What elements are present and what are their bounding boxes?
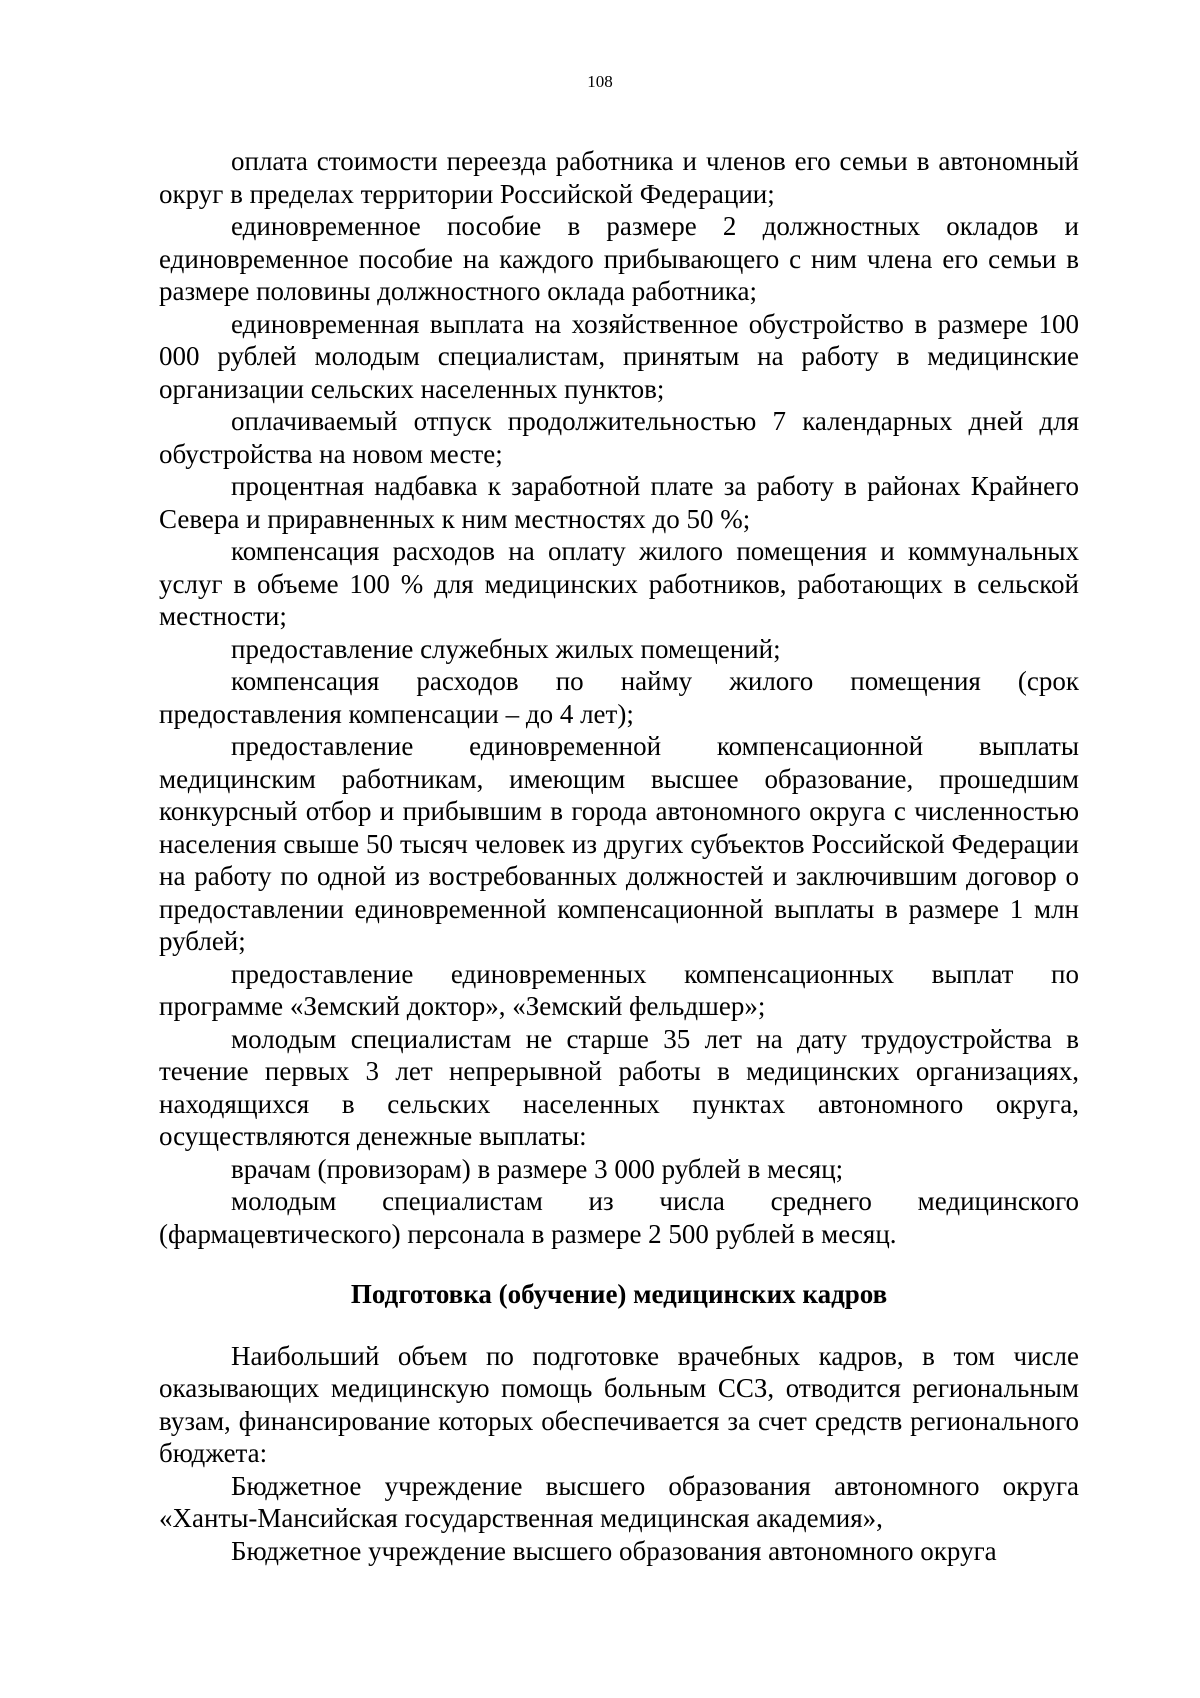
list-item: компенсация расходов на оплату жилого помещения и коммунальных услуг в объеме 100 % для медицинских работников, работающих в сельской местности; (159, 536, 1079, 631)
list-item: процентная надбавка к заработной плате за работу в районах Крайнего Севера и приравненных к ним местностях до 50 %; (159, 471, 1079, 534)
page-number: 108 (587, 72, 613, 91)
list-item: компенсация расходов по найму жилого помещения (срок предоставления компенсации – до 4 лет); (159, 666, 1079, 729)
list-item: оплата стоимости переезда работника и членов его семьи в автономный округ в пределах территории Российской Федерации; (159, 146, 1079, 209)
page-content (159, 145, 1079, 1567)
list-item: единовременная выплата на хозяйственное обустройство в размере 100 000 рублей молодым специалистам, принятым на работу в медицинские организации сельских населенных пунктов; (159, 308, 1079, 404)
benefits-list (159, 145, 1079, 1250)
section-heading: Подготовка (обучение) медицинских кадров (350, 1279, 888, 1309)
section-body (159, 1340, 1079, 1568)
list-item: молодым специалистам не старше 35 лет на дату трудоустройства в течение первых 3 лет непрерывной работы в медицинских организациях, находящихся в сельских населенных пунктах автономного округа, осуществляются денежные выплаты: (159, 1023, 1079, 1151)
list-item: молодым специалистам из числа среднего медицинского (фармацевтического) персонала в размере 2 500 рублей в месяц. (159, 1186, 1079, 1249)
section-paragraph: Бюджетное учреждение высшего образования автономного округа (231, 1535, 997, 1566)
list-item: предоставление единовременной компенсационной выплаты медицинским работникам, имеющим высшее образование, прошедшим конкурсный отбор и прибывшим в города автономного округа с численностью населения свыше 50 тысяч человек из других субъектов Российской Федерации на работу по одной из востребованных должностей и заключившим договор о предоставлении единовременной компенсационной выплаты в размере 1 млн рублей; (159, 731, 1079, 956)
section-paragraph: Наибольший объем по подготовке врачебных кадров, в том числе оказывающих медицинскую помощь больным ССЗ, отводится региональным вузам, финансирование которых обеспечивается за счет средств регионального бюджета: (159, 1340, 1079, 1468)
list-item: оплачиваемый отпуск продолжительностью 7 календарных дней для обустройства на новом месте; (159, 406, 1079, 469)
list-item: врачам (провизорам) в размере 3 000 рублей в месяц; (231, 1153, 844, 1184)
list-item: предоставление служебных жилых помещений; (231, 633, 781, 664)
list-item: единовременное пособие в размере 2 должностных окладов и единовременное пособие на каждого прибывающего с ним члена его семьи в размере половины должностного оклада работника; (159, 211, 1079, 306)
section-paragraph: Бюджетное учреждение высшего образования автономного округа «Ханты-Мансийская государственная медицинская академия», (159, 1470, 1079, 1533)
list-item: предоставление единовременных компенсационных выплат по программе «Земский доктор», «Земский фельдшер»; (159, 958, 1079, 1021)
